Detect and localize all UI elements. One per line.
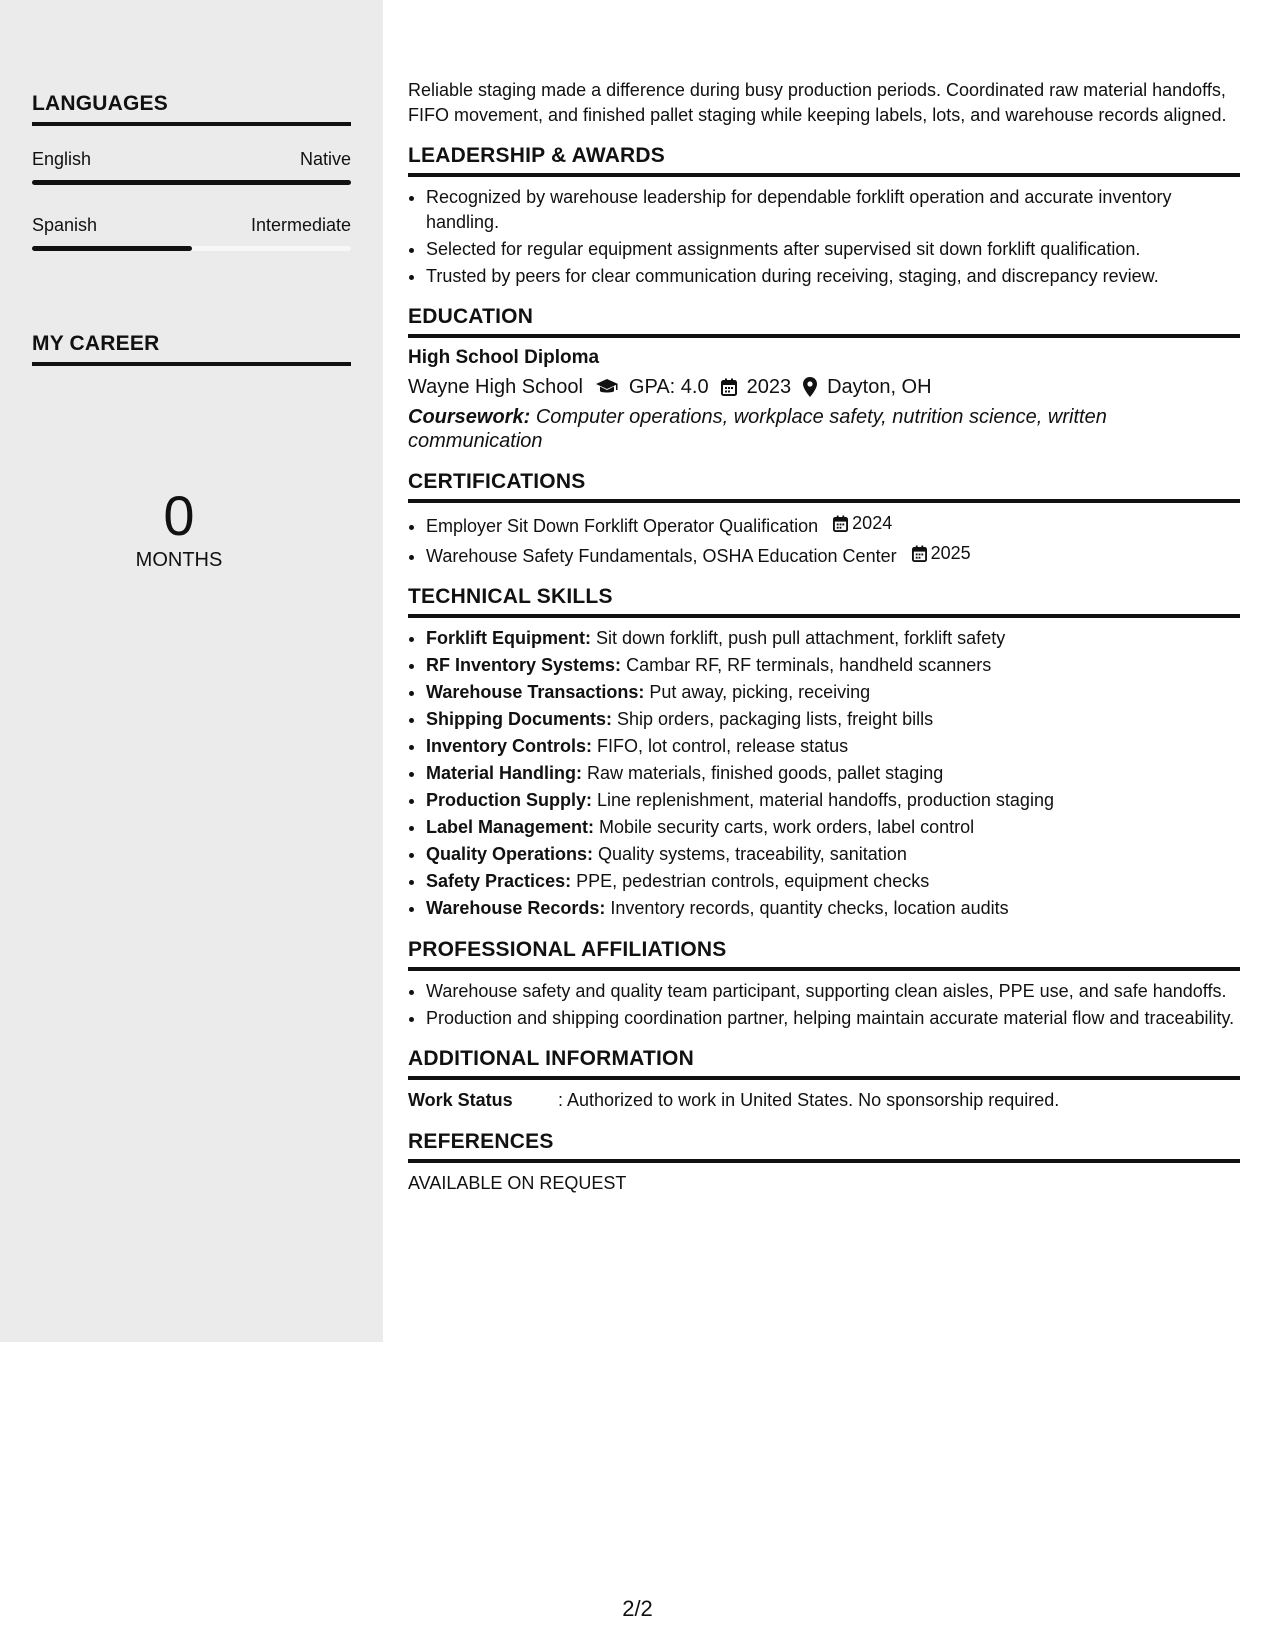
graduation-year: 2023 — [746, 375, 792, 398]
additional-info-heading: ADDITIONAL INFORMATION — [408, 1046, 1240, 1080]
skill-value: Put away, picking, receiving — [649, 682, 871, 702]
skill-value: Inventory records, quantity checks, location audits — [610, 898, 1009, 918]
graduation-cap-icon — [595, 378, 619, 396]
certification-year: 2024 — [852, 513, 893, 533]
location-pin-icon — [803, 377, 817, 397]
list-item — [426, 541, 1240, 568]
skill-label: Warehouse Records: — [426, 898, 606, 918]
education-details — [408, 375, 1240, 400]
skill-value: Mobile security carts, work orders, label control — [599, 817, 975, 837]
skill-value: Quality systems, traceability, sanitation — [598, 844, 907, 864]
certification-year: 2025 — [930, 542, 971, 563]
calendar-icon — [721, 378, 737, 396]
career-months-value: 0 — [163, 484, 195, 547]
career-months-unit: MONTHS — [135, 549, 223, 571]
languages-heading: LANGUAGES — [32, 92, 351, 126]
school-location: Dayton, OH — [827, 375, 932, 398]
language-row-english — [32, 149, 351, 170]
list-item — [426, 842, 1240, 867]
page-number: 2/2 — [622, 1596, 653, 1621]
list-item: • Production and shipping coordination partner, helping maintain accurate material flow and traceability. — [426, 1006, 1240, 1031]
skill-label: Inventory Controls: — [426, 736, 593, 756]
language-row-spanish — [32, 215, 351, 236]
language-name: Spanish — [32, 215, 98, 235]
list-item — [426, 680, 1240, 705]
list-item — [426, 626, 1240, 651]
sidebar — [0, 0, 383, 1342]
skill-label: Safety Practices: — [426, 871, 572, 891]
affiliations-heading: PROFESSIONAL AFFILIATIONS — [408, 937, 1240, 971]
skill-label: RF Inventory Systems: — [426, 655, 622, 675]
references-text: AVAILABLE ON REQUEST — [408, 1172, 627, 1193]
language-proficiency-fill — [32, 246, 192, 251]
list-item: • Selected for regular equipment assignments after supervised sit down forklift qualification. — [426, 237, 1240, 262]
affiliations-list — [408, 979, 1240, 1031]
skill-label: Label Management: — [426, 817, 595, 837]
skill-value: Raw materials, finished goods, pallet staging — [587, 763, 944, 783]
coursework — [408, 405, 1240, 453]
list-item — [426, 734, 1240, 759]
language-name: English — [32, 149, 92, 169]
skill-label: Warehouse Transactions: — [426, 682, 645, 702]
certification-name: Employer Sit Down Forklift Operator Qualification — [426, 515, 819, 536]
language-level: Native — [299, 149, 351, 169]
work-status-value: : Authorized to work in United States. No sponsorship required. — [558, 1090, 1060, 1110]
career-section — [32, 332, 351, 366]
intro-paragraph: Reliable staging made a difference during busy production periods. Coordinated raw material handoffs, FIFO movement, and finished pallet staging while keeping labels, lots, and warehouse records aligned. — [408, 80, 1227, 125]
language-proficiency-bar — [32, 180, 351, 185]
calendar-icon — [833, 515, 848, 532]
coursework-text: Computer operations, workplace safety, nutrition science, written communication — [408, 406, 1107, 452]
certifications-heading: CERTIFICATIONS — [408, 469, 1240, 503]
career-heading: MY CAREER — [32, 332, 351, 366]
list-item — [426, 653, 1240, 678]
skill-label: Shipping Documents: — [426, 709, 612, 729]
work-status-label: Work Status — [408, 1090, 513, 1110]
skill-value: Sit down forklift, push pull attachment, forklift safety — [596, 628, 1006, 648]
skill-value: Ship orders, packaging lists, freight bills — [617, 709, 934, 729]
list-item: • Trusted by peers for clear communication during receiving, staging, and discrepancy review. — [426, 264, 1240, 289]
school-name: Wayne High School — [408, 375, 583, 398]
education-heading: EDUCATION — [408, 304, 1240, 338]
language-proficiency-bar — [32, 246, 351, 251]
list-item — [426, 869, 1240, 894]
leadership-list — [408, 185, 1240, 288]
skill-label: Production Supply: — [426, 790, 592, 810]
languages-section — [32, 92, 351, 251]
skill-value: PPE, pedestrian controls, equipment checks — [576, 871, 930, 891]
skill-label: Forklift Equipment: — [426, 628, 591, 648]
language-proficiency-fill — [32, 180, 351, 185]
list-item — [426, 788, 1240, 813]
certification-name: Warehouse Safety Fundamentals, OSHA Education Center — [426, 545, 897, 566]
list-item: • Recognized by warehouse leadership for dependable forklift operation and accurate inventory handling. — [426, 185, 1240, 234]
certifications-list — [408, 511, 1240, 568]
skills-list — [408, 626, 1240, 921]
degree-title: High School Diploma — [408, 347, 600, 368]
skills-heading: TECHNICAL SKILLS — [408, 584, 1240, 618]
list-item — [426, 511, 1240, 538]
language-level: Intermediate — [250, 215, 351, 235]
skill-label: Quality Operations: — [426, 844, 594, 864]
coursework-label: Coursework: — [408, 406, 531, 428]
list-item — [426, 896, 1240, 921]
main-content — [408, 78, 1240, 1195]
leadership-heading: LEADERSHIP & AWARDS — [408, 143, 1240, 177]
references-heading: REFERENCES — [408, 1129, 1240, 1163]
skill-value: Line replenishment, material handoffs, production staging — [597, 790, 1054, 810]
skill-value: Cambar RF, RF terminals, handheld scanners — [626, 655, 992, 675]
calendar-icon — [912, 545, 927, 562]
work-status-row — [408, 1088, 1240, 1113]
gpa-value: GPA: 4.0 — [628, 375, 709, 398]
skill-value: FIFO, lot control, release status — [597, 736, 849, 756]
skill-label: Material Handling: — [426, 763, 583, 783]
list-item — [426, 815, 1240, 840]
list-item — [426, 707, 1240, 732]
list-item: • Warehouse safety and quality team participant, supporting clean aisles, PPE use, and safe handoffs. — [426, 979, 1240, 1004]
list-item — [426, 761, 1240, 786]
